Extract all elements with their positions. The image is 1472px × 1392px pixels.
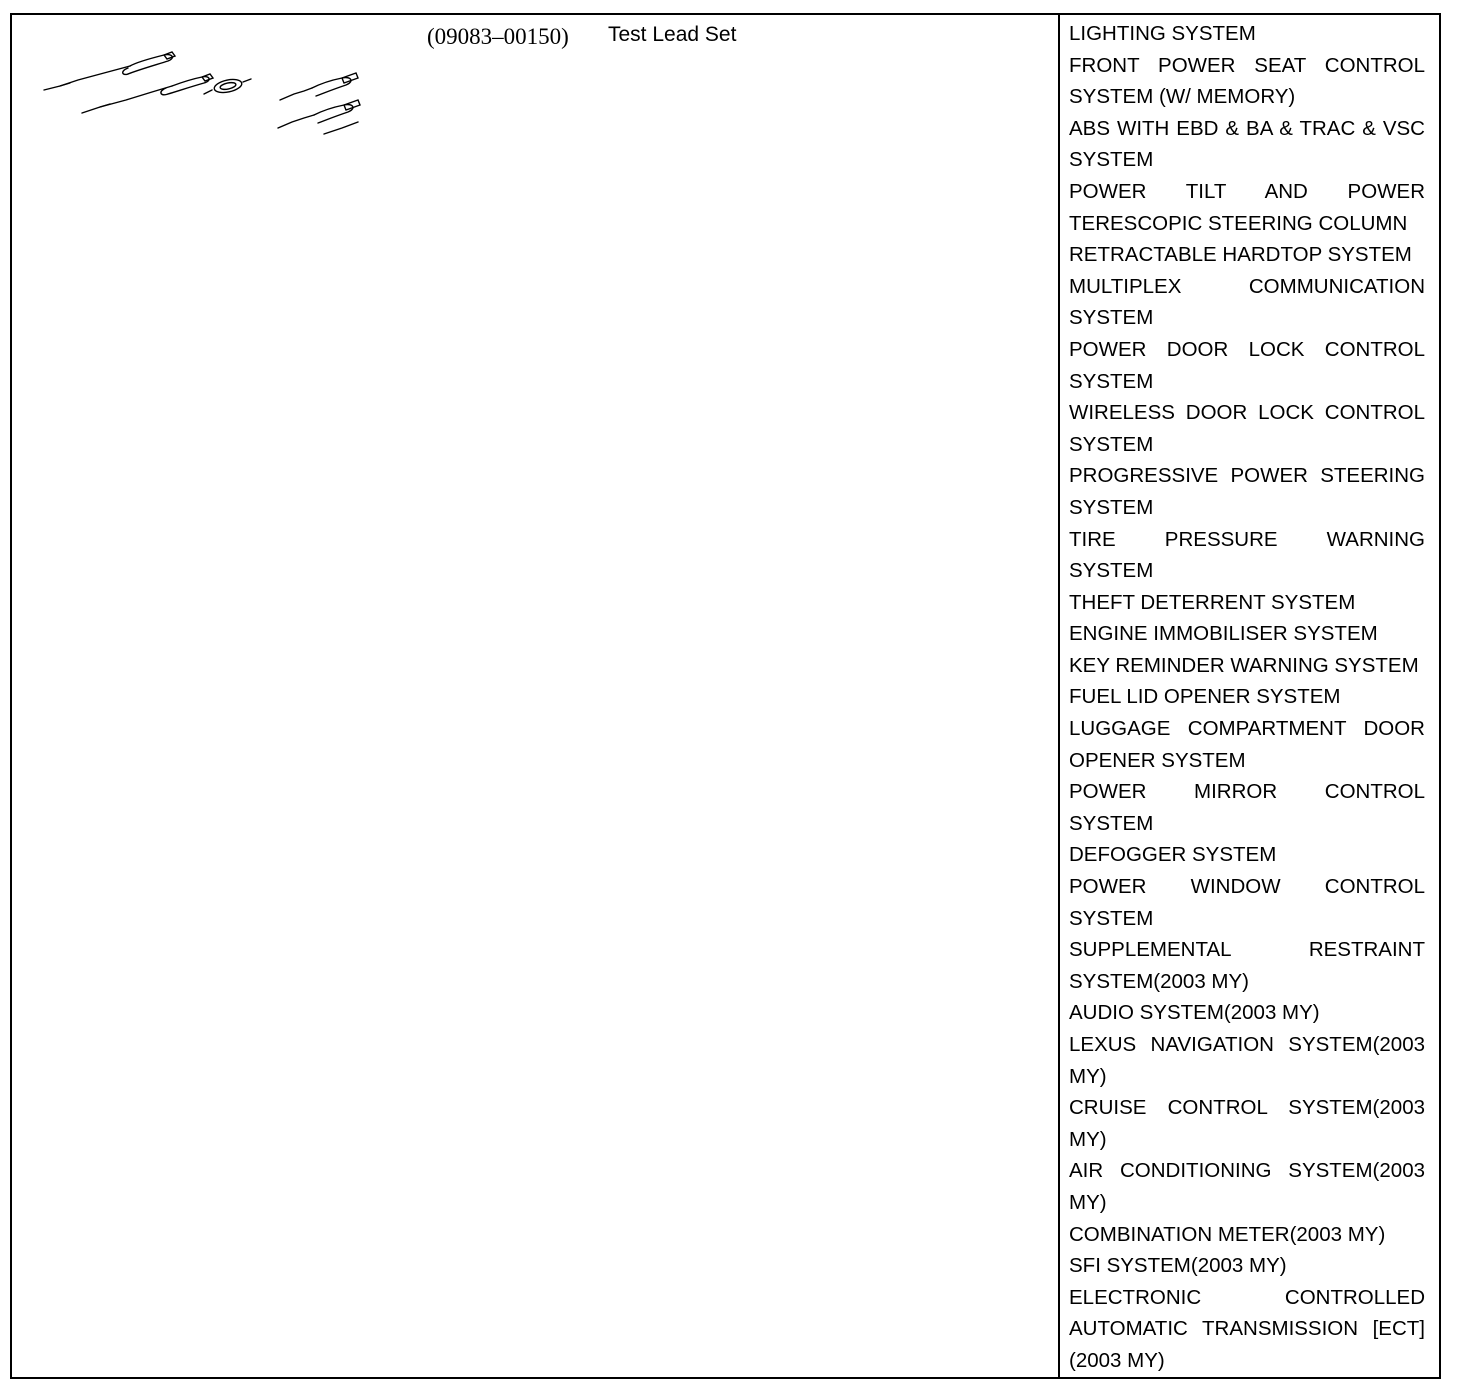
list-item: FRONT POWER SEAT CONTROL SYSTEM (W/ MEMORY) xyxy=(1069,53,1425,109)
list-item: SUPPLEMENTAL RESTRAINT SYSTEM(2003 MY) xyxy=(1069,938,1425,993)
list-item: POWER WINDOW CONTROL SYSTEM xyxy=(1069,875,1425,930)
tool-name: Test Lead Set xyxy=(608,23,737,46)
list-item: PROGRESSIVE POWER STEERING SYSTEM xyxy=(1069,464,1425,519)
list-item: AUDIO SYSTEM(2003 MY) xyxy=(1069,1001,1320,1025)
test-lead-set-illustration xyxy=(42,40,382,140)
list-item: THEFT DETERRENT SYSTEM xyxy=(1069,590,1356,614)
column-divider xyxy=(1058,15,1060,1377)
list-item: KEY REMINDER WARNING SYSTEM xyxy=(1069,653,1419,677)
list-item: TIRE PRESSURE WARNING SYSTEM xyxy=(1069,527,1425,583)
list-item: LIGHTING SYSTEM xyxy=(1069,22,1256,45)
list-item: ABS WITH EBD & BA & TRAC & VSC SYSTEM xyxy=(1069,116,1425,172)
list-item: POWER TILT AND POWER TERESCOPIC STEERING COLUMN xyxy=(1069,179,1425,235)
list-item: ENGINE IMMOBILISER SYSTEM xyxy=(1069,622,1378,646)
list-item: LUGGAGE COMPARTMENT DOOR OPENER SYSTEM xyxy=(1069,717,1425,772)
list-item: AIR CONDITIONING SYSTEM(2003 MY) xyxy=(1069,1159,1425,1214)
list-item: POWER MIRROR CONTROL SYSTEM xyxy=(1069,780,1425,835)
list-item: POWER DOOR LOCK CONTROL SYSTEM xyxy=(1069,337,1425,393)
list-item: RETRACTABLE HARDTOP SYSTEM xyxy=(1069,243,1412,267)
sst-table xyxy=(10,13,1441,1379)
list-item: DEFOGGER SYSTEM xyxy=(1069,843,1277,867)
list-item: MULTIPLEX COMMUNICATION SYSTEM xyxy=(1069,274,1425,330)
list-item: CRUISE CONTROL SYSTEM(2003 MY) xyxy=(1069,1096,1425,1151)
applicable-systems-list xyxy=(1069,18,1425,1377)
list-item: COMBINATION METER(2003 MY) xyxy=(1069,1222,1386,1246)
list-item: SFI SYSTEM(2003 MY) xyxy=(1069,1254,1287,1278)
list-item: ELECTRONIC CONTROLLED AUTOMATIC TRANSMISSION [ECT](2003 MY) xyxy=(1069,1285,1425,1372)
part-number: (09083–00150) xyxy=(427,24,569,49)
list-item: LEXUS NAVIGATION SYSTEM(2003 MY) xyxy=(1069,1033,1425,1088)
list-item: FUEL LID OPENER SYSTEM xyxy=(1069,685,1341,709)
list-item: WIRELESS DOOR LOCK CONTROL SYSTEM xyxy=(1069,401,1425,456)
